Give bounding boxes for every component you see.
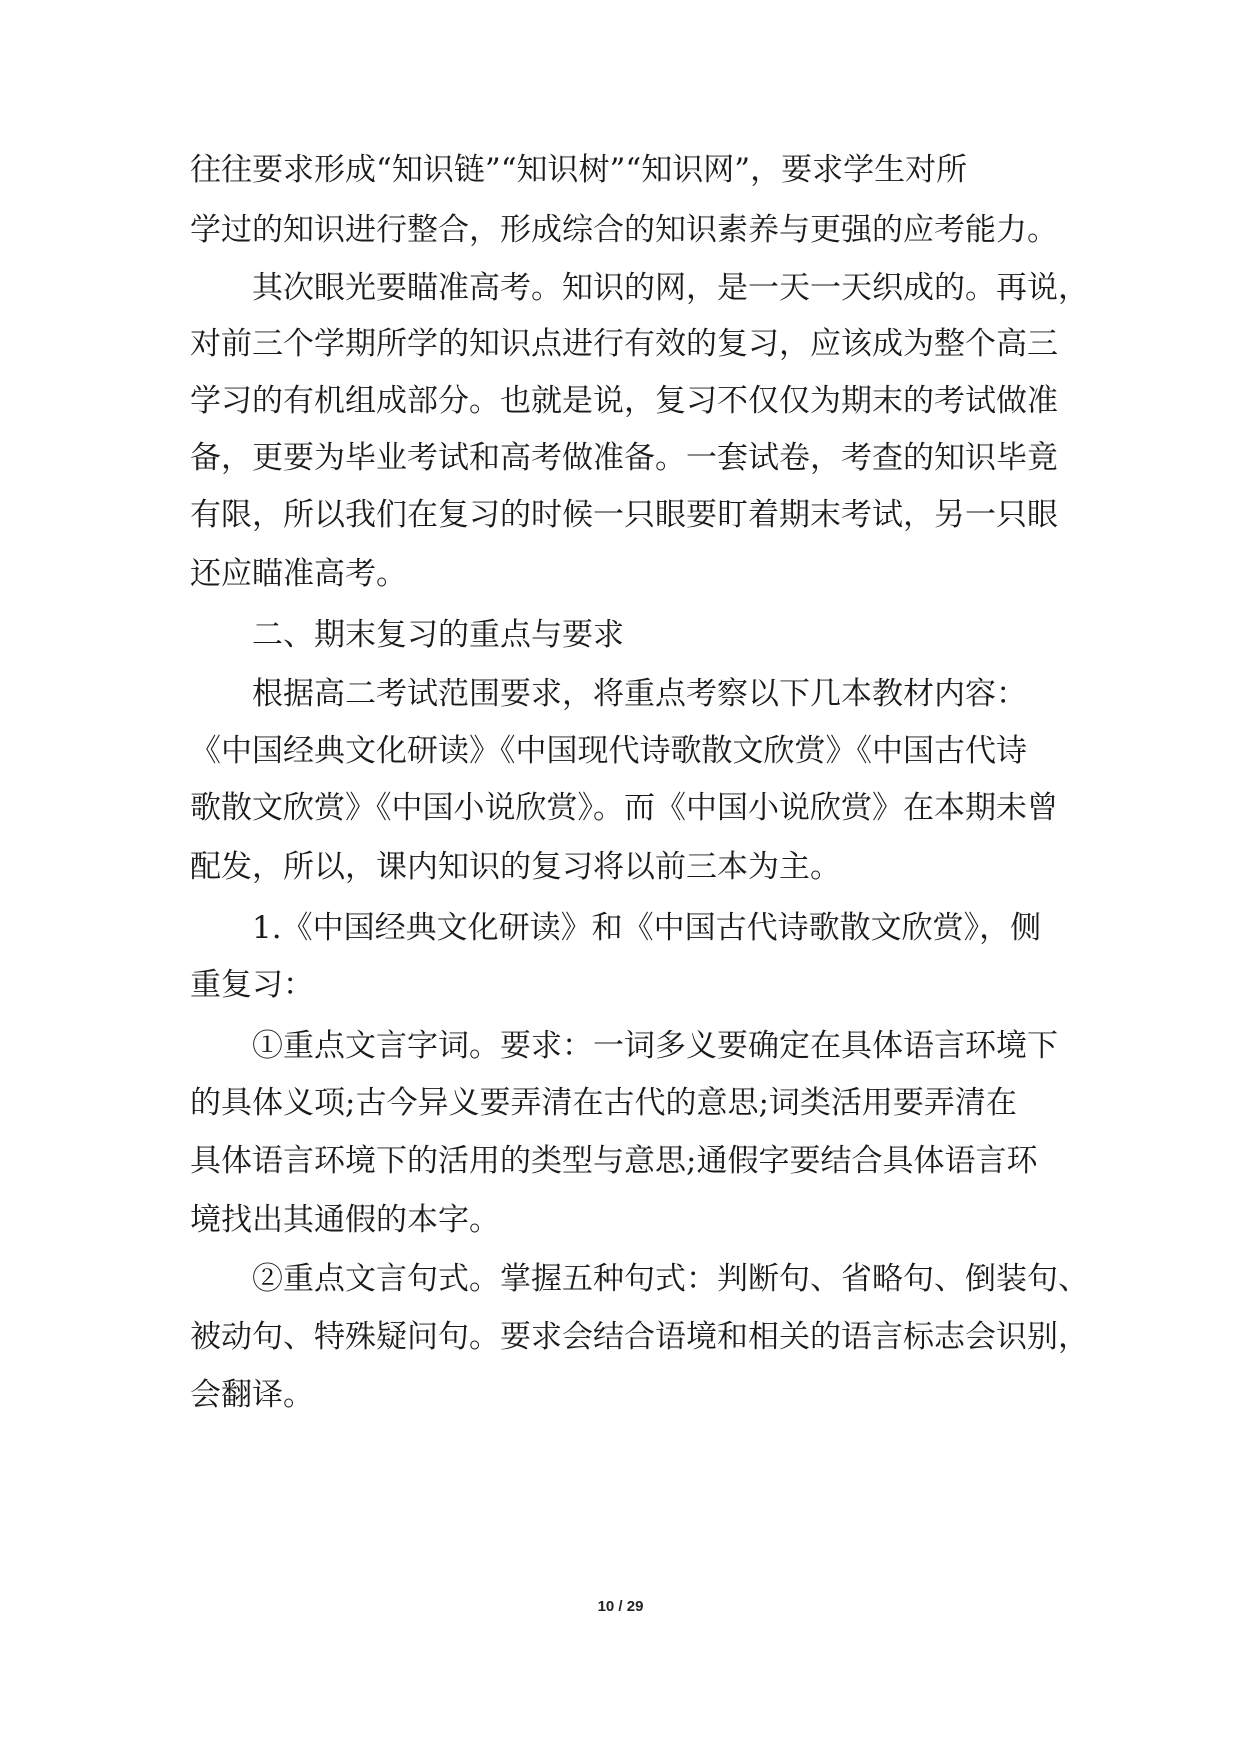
- text-line: 《中国经典文化研读》《中国现代诗歌散文欣赏》《中国古代诗: [190, 733, 1027, 769]
- text-line: 学过的知识进行整合，形成综合的知识素养与更强的应考能力。: [190, 212, 1058, 248]
- text-line: 配发，所以，课内知识的复习将以前三本为主。: [190, 849, 841, 885]
- text-line: 被动句、特殊疑问句。要求会结合语境和相关的语言标志会识别，: [190, 1319, 1089, 1355]
- text-line: 的具体义项;古今异义要弄清在古代的意思;词类活用要弄清在: [190, 1085, 1017, 1121]
- text-line: 歌散文欣赏》《中国小说欣赏》。而《中国小说欣赏》在本期未曾: [190, 790, 1058, 826]
- text-line: 其次眼光要瞄准高考。知识的网，是一天一天织成的。再说，: [252, 270, 1089, 306]
- text-line: 重复习：: [190, 967, 314, 1003]
- text-line: ①重点文言字词。要求：一词多义要确定在具体语言环境下: [252, 1028, 1058, 1064]
- text-line: 有限，所以我们在复习的时候一只眼要盯着期末考试，另一只眼: [190, 497, 1058, 533]
- text-line: 境找出其通假的本字。: [190, 1202, 500, 1238]
- section-heading: 二、期末复习的重点与要求: [252, 617, 624, 653]
- text-line: 具体语言环境下的活用的类型与意思;通假字要结合具体语言环: [190, 1143, 1038, 1179]
- text-line: 对前三个学期所学的知识点进行有效的复习，应该成为整个高三: [190, 326, 1058, 362]
- text-line: 根据高二考试范围要求，将重点考察以下几本教材内容：: [252, 676, 1027, 712]
- text-line: 会翻译。: [190, 1377, 314, 1413]
- list-item-heading: 1.《中国经典文化研读》和《中国古代诗歌散文欣赏》，侧: [252, 910, 1042, 946]
- text-line: ②重点文言句式。掌握五种句式：判断句、省略句、倒装句、: [252, 1261, 1089, 1297]
- text-line: 备，更要为毕业考试和高考做准备。一套试卷，考查的知识毕竟: [190, 440, 1058, 476]
- page-number: 10 / 29: [597, 1598, 644, 1615]
- text-line: 学习的有机组成部分。也就是说，复习不仅仅为期末的考试做准: [190, 383, 1058, 419]
- text-line: 往往要求形成“知识链”“知识树”“知识网”，要求学生对所: [190, 152, 968, 188]
- text-line: 还应瞄准高考。: [190, 556, 407, 592]
